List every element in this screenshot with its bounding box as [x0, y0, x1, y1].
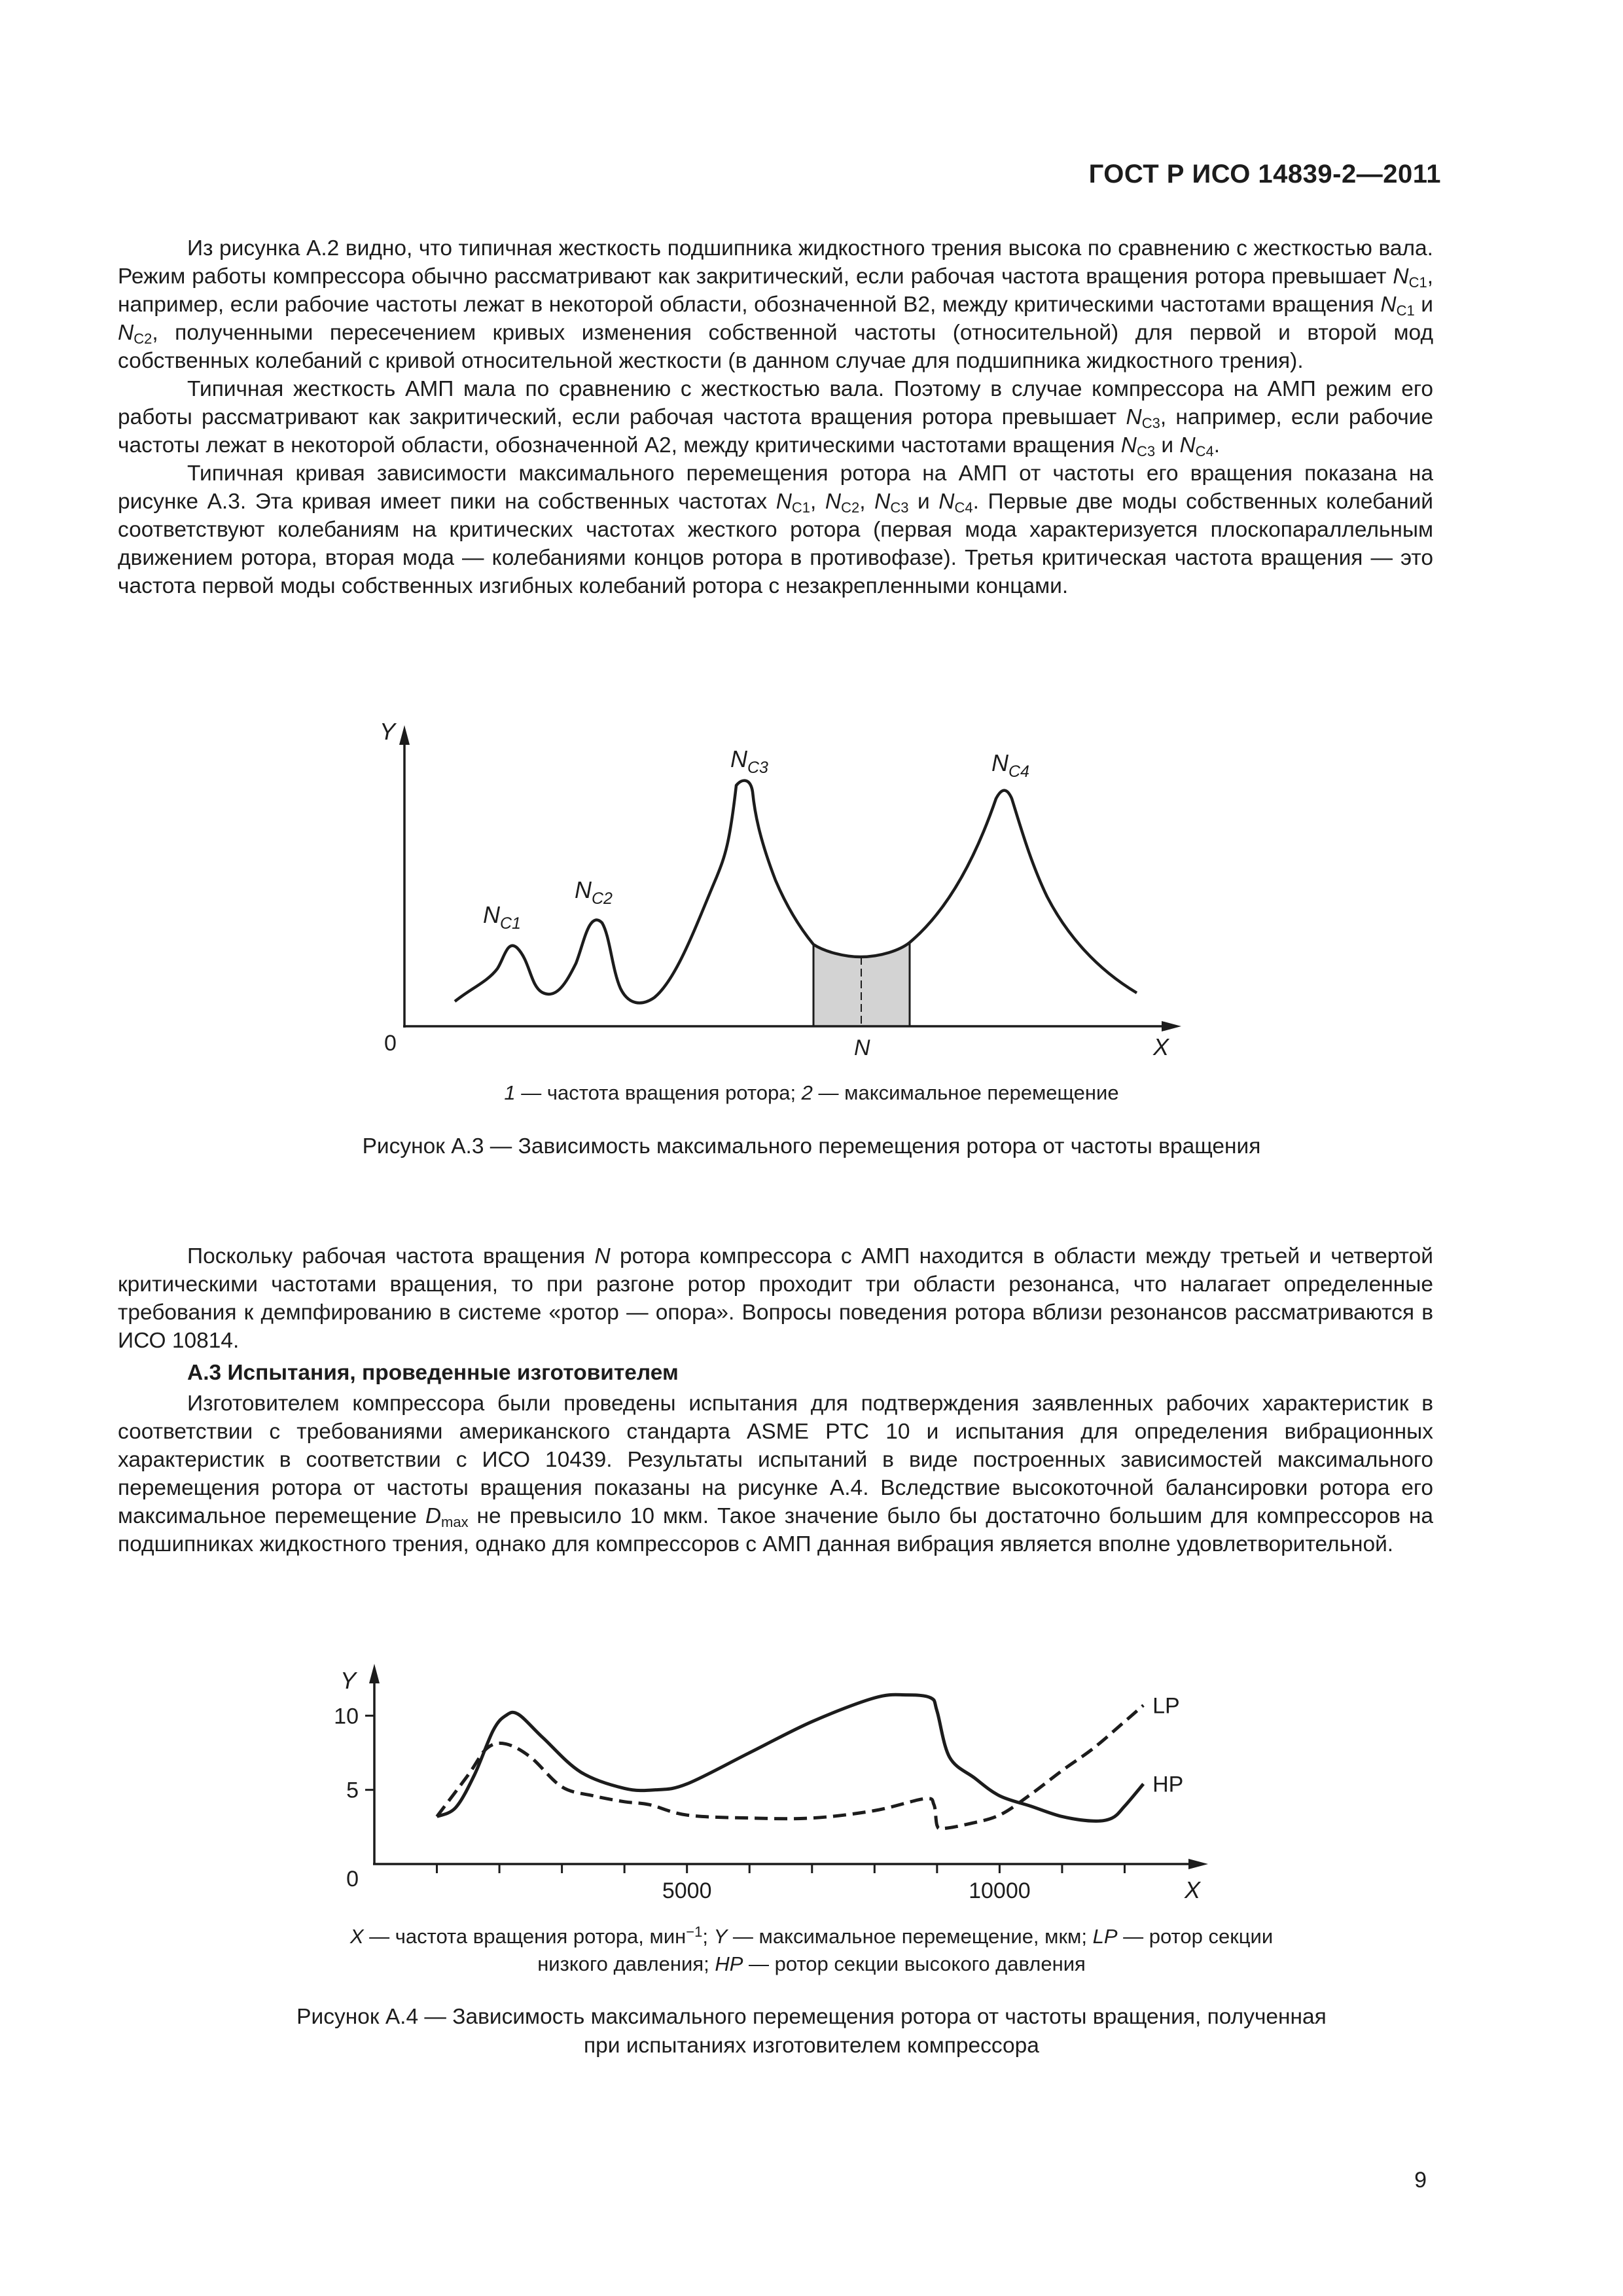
x-axis-label: X: [1185, 1876, 1201, 1903]
operating-point-label: N: [854, 1035, 870, 1060]
figure-a3-caption: Рисунок А.3 — Зависимость максимального перемещения ротора от частоты вращения: [362, 1134, 1261, 1158]
legend-label-lp: LP: [1152, 1693, 1180, 1719]
figure-a4-chart: [314, 1656, 1243, 1905]
legend-label-hp: HP: [1152, 1772, 1184, 1797]
y-axis-label: Y: [340, 1667, 357, 1694]
displacement-curve: [455, 781, 1137, 1003]
x-axis-arrow: [1162, 1021, 1181, 1031]
y-tick-label: 5: [346, 1778, 359, 1803]
text-block-top: [118, 234, 1433, 600]
series-line-hp: [437, 1695, 1144, 1821]
y-tick-label: 10: [334, 1704, 359, 1729]
y-tick-label: 0: [346, 1867, 359, 1892]
y-axis-arrow: [399, 725, 410, 745]
figure-a3-legend: 1 — частота вращения ротора; 2 — максимальное перемещение: [504, 1081, 1119, 1104]
paragraph-2: Типичная жесткость АМП мала по сравнению с жесткостью вала. Поэтому в случае компрессора на АМП режим его работы рассматривают как закритический, если рабочая частота вращения ротора превышает $N_{C3}$, например, если рабочие частоты лежат в некоторой области, обозначенной А2, между критическими частотами вращения $N_{C3}$ и $N_{C4}$.: [118, 377, 1434, 459]
paragraph-5: Изготовителем компрессора были проведены испытания для подтверждения заявленных рабочих характеристик в соответствии с требованиями американского стандарта ASME PTC 10 и испытания для определения вибрационных характеристик в соответствии с ИСО 10439. Результаты испытаний в виде построенных зависимостей максимального перемещения ротора от частоты вращения показаны на рисунке А.4. Вследствие высокоточной балансировки ротора его максимальное перемещение $D_{max}$ не превысило 10 мкм. Такое значение было бы достаточно большим для компрессоров на подшипниках жидкостного трения, однако для компрессоров с АМП данная вибрация является вполне удовлетворительной.: [118, 1391, 1433, 1556]
figure-a3: [366, 713, 1191, 1080]
text-block-mid: [118, 1242, 1433, 1558]
peak-label-nc4: $N_{C4}$: [991, 749, 1029, 781]
y-axis-label: Y: [380, 718, 396, 745]
document-header: ГОСТ Р ИСО 14839-2—2011: [1088, 160, 1441, 188]
section-title: А.3 Испытания, проведенные изготовителем: [187, 1361, 679, 1385]
paragraph-3: Типичная кривая зависимости максимального перемещения ротора на АМП от частоты его вращения показана на рисунке А.3. Эта кривая имеет пики на собственных частотах $N_{C1}$, $N_{C2}$, $N_{C3}$ и $N_{C4}$. Первые две моды собственных колебаний соответствуют колебаниям на критических частотах жесткого ротора (первая мода характеризуется плоскопараллельным движением ротора, вторая мода — колебаниями концов ротора в противофазе). Третья критическая частота вращения — это частота первой моды собственных изгибных колебаний ротора с незакрепленными концами.: [118, 461, 1433, 598]
x-tick-label: 10000: [969, 1878, 1031, 1903]
x-axis-label: X: [1153, 1033, 1169, 1060]
peak-label-nc3: $N_{C3}$: [730, 745, 768, 777]
paragraph-1: Из рисунка А.2 видно, что типичная жесткость подшипника жидкостного трения высока по сравнению с жесткостью вала. Режим работы компрессора обычно рассматривают как закритический, если рабочая частота вращения ротора превышает $N_{C1}$, например, если рабочие частоты лежат в некоторой области, обозначенной В2, между критическими частотами вращения $N_{C1}$ и $N_{C2}$, полученными пересечением кривых изменения собственной частоты (относительной) для первой и второй мод собственных колебаний с кривой относительной жесткости (в данном случае для подшипника жидкостного трения).: [118, 236, 1433, 373]
figure-a4-caption-line-1: Рисунок А.4 — Зависимость максимального перемещения ротора от частоты вращения, полученная: [296, 2005, 1327, 2029]
paragraph-4: Поскольку рабочая частота вращения N ротора компрессора с АМП находится в области между третьей и четвертой критическими частотами вращения, то при разгоне ротор проходит три области резонанса, что налагает определенные требования к демпфированию в системе «ротор — опора». Вопросы поведения ротора вблизи резонансов рассматриваются в ИСО 10814.: [118, 1244, 1433, 1353]
origin-label: 0: [384, 1031, 397, 1056]
peak-label-nc1: $N_{C1}$: [483, 901, 521, 933]
y-axis-arrow: [369, 1664, 380, 1683]
peak-label-nc2: $N_{C2}$: [575, 876, 613, 908]
figure-a4-caption: [0, 2003, 1623, 2060]
x-tick-label: 5000: [662, 1878, 712, 1903]
x-axis-arrow: [1188, 1859, 1208, 1869]
figure-a4-legend: [0, 1923, 1623, 1978]
figure-a4-caption-line-2: при испытаниях изготовителем компрессора: [584, 2034, 1039, 2058]
figure-a4-legend-line-2: низкого давления; HP — ротор секции высокого давления: [537, 1952, 1086, 1975]
figure-a4-legend-line-1: X — частота вращения ротора, мин$^{-1}$; Y — максимальное перемещение, мкм; LP — ротор секции: [349, 1924, 1274, 1948]
page-number: 9: [1414, 2168, 1427, 2193]
